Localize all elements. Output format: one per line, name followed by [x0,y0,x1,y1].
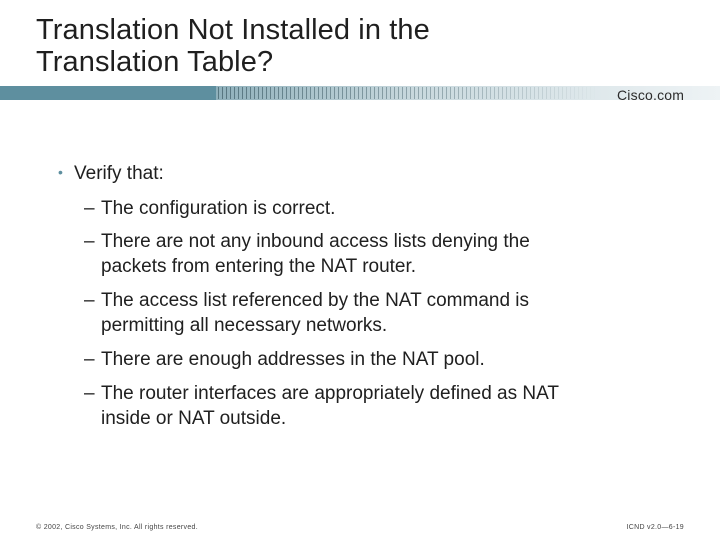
title-line-1: Translation Not Installed in the [36,14,430,46]
bullet-text: Verify that: [74,163,164,184]
footer-copyright: © 2002, Cisco Systems, Inc. All rights reserved. [36,524,198,531]
footer-slide-id: ICND v2.0—6-19 [626,524,684,531]
bullet-dot-icon: • [58,164,63,180]
header-bar [0,86,720,100]
dash-icon: – [84,198,95,219]
slide-title [36,14,656,78]
subitem-interfaces [84,381,684,431]
subitem-line: permitting all necessary networks. [101,315,388,336]
subitem-line: There are enough addresses in the NAT pool. [101,349,485,370]
subitem-line: The router interfaces are appropriately defined as NAT [101,383,559,404]
subitem-line: The access list referenced by the NAT command is [101,290,530,311]
header-bar-solid [0,86,216,100]
subitem-access-list [84,288,684,338]
dash-icon: – [84,349,95,370]
subitem-nat-pool [84,347,684,372]
subitem-configuration [84,196,684,221]
header-bar-stripes [218,87,598,99]
dash-icon: – [84,231,95,252]
title-line-2: Translation Table? [36,46,274,78]
subitem-line: inside or NAT outside. [101,408,287,429]
dash-icon: – [84,383,95,404]
subitem-line: The configuration is correct. [101,198,336,219]
bullet-verify [58,160,678,186]
cisco-logo: Cisco.com [617,87,685,103]
subitem-line: packets from entering the NAT router. [101,256,417,277]
subitem-line: There are not any inbound access lists denying the [101,231,530,252]
dash-icon: – [84,290,95,311]
subitem-inbound-acl [84,229,684,279]
